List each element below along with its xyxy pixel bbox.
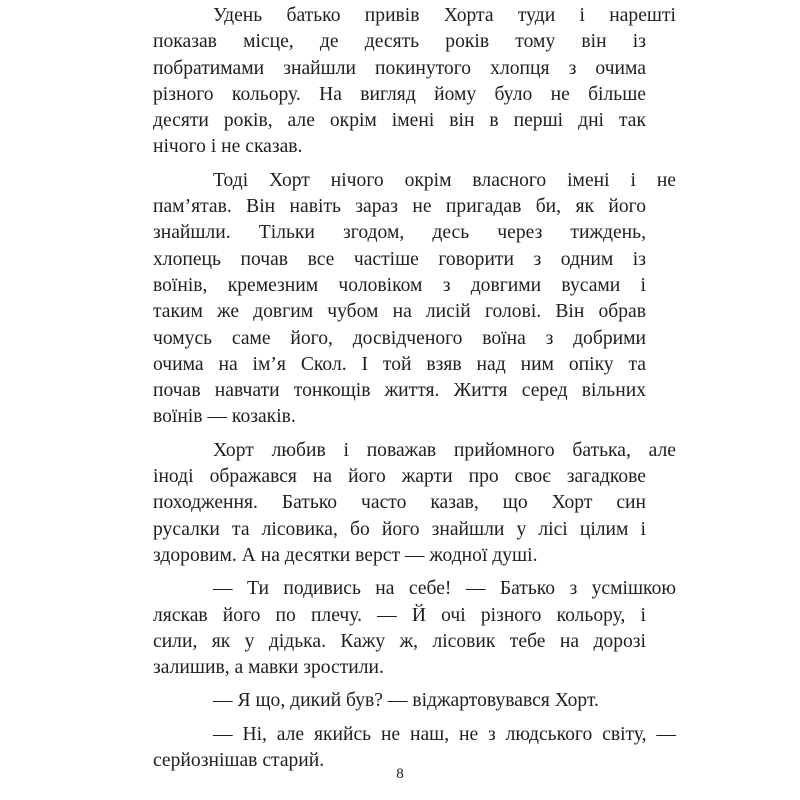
text-line: іноді ображався на його жарти про своє загадкове [153, 466, 646, 488]
text-line: почав навчати тонкощів життя. Життя серед вільних [153, 380, 646, 402]
text-line: — Ні, але якийсь не наш, не з людського світу, — [213, 723, 676, 745]
text-line: русалки та лісовика, бо його знайшли у лісі цілим і [153, 518, 646, 540]
text-line: ляскав його по плечу. — Й очі різного кольору, і [153, 604, 646, 626]
text-line: походження. Батько часто казав, що Хорт син [153, 492, 646, 514]
text-line: чомусь саме його, досвідченого воїна з добрими [153, 327, 646, 349]
text-line: нічого і не сказав. [153, 136, 303, 158]
text-line: серйознішав старий. [153, 750, 325, 772]
paragraph-5 [153, 688, 646, 714]
paragraph-3 [153, 438, 676, 569]
text-line: воїнів — козаків. [153, 406, 296, 428]
paragraph-4 [153, 576, 676, 681]
text-line: пам’ятав. Він навіть зараз не пригадав би, як його [153, 196, 646, 218]
text-line: таким же довгим чубом на лисій голові. Він обрав [153, 301, 646, 323]
text-line: — Я що, дикий був? — віджартовувався Хорт. [213, 690, 599, 712]
page-number: 8 [396, 766, 404, 782]
text-line: воїнів, кремезним чоловіком з довгими вусами і [153, 274, 646, 296]
paragraph-2 [153, 168, 676, 431]
text-line: залишив, а мавки зростили. [153, 657, 384, 679]
text-line: Тоді Хорт нічого окрім власного імені і не [213, 169, 676, 191]
text-line: здоровим. А на десятки верст — жодної душі. [153, 544, 538, 566]
text-line: десяти років, але окрім імені він в перші дні так [153, 110, 646, 132]
text-line: хлопець почав все частіше говорити з одним із [153, 248, 646, 270]
paragraph-1 [153, 3, 676, 161]
text-line: — Ти подивись на себе! — Батько з усмішкою [213, 578, 676, 600]
text-line: показав місце, де десять років тому він із [153, 31, 646, 53]
text-line: очима на ім’я Скол. І той взяв над ним опіку та [153, 353, 646, 375]
text-line: Хорт любив і поважав прийомного батька, але [213, 439, 676, 461]
text-line: Удень батько привів Хорта туди і нарешті [213, 5, 676, 26]
text-line: знайшли. Тільки згодом, десь через тиждень, [153, 222, 646, 244]
text-line: сили, як у дідька. Кажу ж, лісовик тебе на дорозі [153, 630, 646, 652]
text-line: різного кольору. На вигляд йому було не більше [153, 83, 646, 105]
page-body-text [153, 3, 676, 781]
text-line: побратимами знайшли покинутого хлопця з очима [153, 57, 646, 79]
